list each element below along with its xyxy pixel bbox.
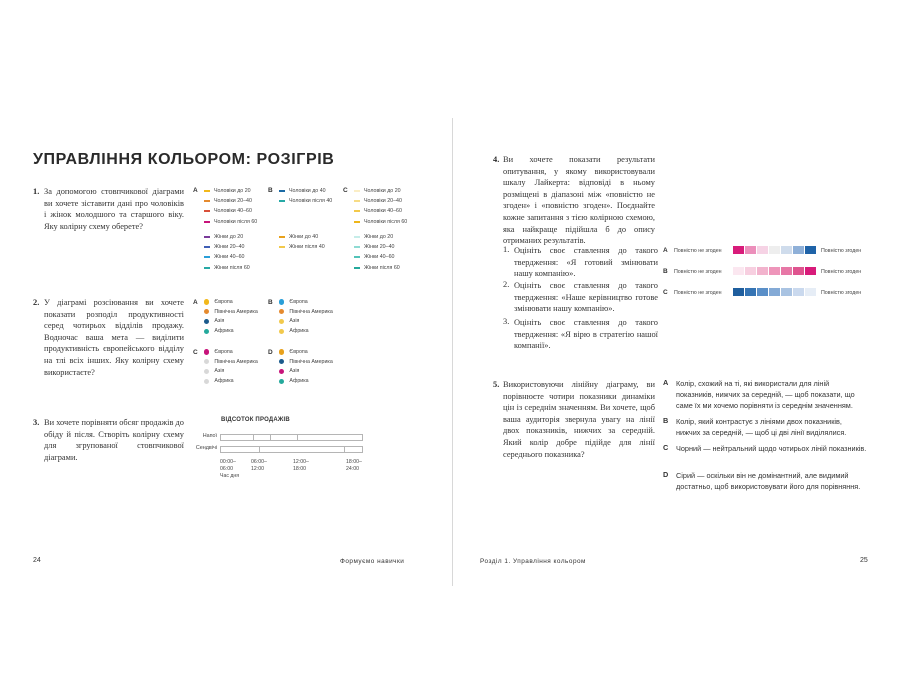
legend-item <box>354 252 400 262</box>
legend-swatch <box>204 246 210 248</box>
legend-label: Чоловіки 40–60 <box>364 208 402 215</box>
legend-item <box>279 196 332 206</box>
legend-item <box>354 242 400 252</box>
answer-text: Сірий — оскільки він не домінантний, але видимий достатньо, щоб використовувати його для порівняння. <box>676 471 861 491</box>
scale-cell <box>805 267 816 275</box>
legend-swatch <box>204 236 210 238</box>
legend-item <box>204 196 257 206</box>
legend-group-women <box>354 232 400 273</box>
legend-swatch <box>279 200 285 202</box>
scale-letter: B <box>663 268 668 275</box>
legend-swatch <box>354 190 360 192</box>
legend-label: Жінки 20–40 <box>214 244 245 251</box>
sales-percent-chart <box>193 430 373 485</box>
statement-number: 3. <box>503 317 510 326</box>
tick-line-2: 18:00 <box>293 465 306 472</box>
legend-label: Жінки до 40 <box>289 234 319 241</box>
scale-letter: C <box>663 289 668 296</box>
page-number-left: 24 <box>33 557 41 564</box>
legend-item <box>204 297 258 307</box>
legend-label: Африка <box>214 378 234 385</box>
page-number-right: 25 <box>860 557 868 564</box>
scale-right-label: Повністю згоден <box>821 247 862 254</box>
legend-label: Чоловіки після 60 <box>364 218 408 225</box>
scale-cell <box>757 288 768 296</box>
legend-label: Чоловіки до 20 <box>214 188 251 195</box>
legend-item <box>279 307 333 317</box>
legend-swatch <box>354 246 360 248</box>
answer-text: Колір, який контрастує з лініями двох показників, нижчих за середній, — щоб ці дві лінії виділялися. <box>676 417 847 437</box>
scale-cell <box>793 246 804 254</box>
legend-dot <box>279 329 284 334</box>
legend-group <box>204 347 258 386</box>
legend-label: Північна Америка <box>289 308 333 315</box>
footer-right: Розділ 1. Управління кольором <box>480 558 586 565</box>
scale-cell <box>793 288 804 296</box>
legend-item <box>279 376 333 386</box>
legend-item <box>204 367 258 377</box>
legend-label: Жінки 40–60 <box>364 254 395 261</box>
legend-group-men <box>204 186 257 227</box>
legend-label: Чоловіки після 40 <box>289 198 333 205</box>
x-tick-label <box>251 459 267 472</box>
legend-dot <box>204 329 209 334</box>
scale-cell <box>745 288 756 296</box>
legend-label: Європа <box>289 298 308 305</box>
legend-dot <box>204 319 209 324</box>
legend-swatch <box>354 210 360 212</box>
likert-scales <box>663 246 893 306</box>
legend-group <box>204 297 258 336</box>
legend-item <box>354 196 407 206</box>
legend-item <box>204 263 250 273</box>
legend-label: Африка <box>289 328 309 335</box>
question-1-options <box>193 186 433 276</box>
legend-item <box>204 232 250 242</box>
legend-swatch <box>204 267 210 269</box>
legend-swatch <box>204 221 210 223</box>
legend-label: Чоловіки 20–40 <box>364 198 402 205</box>
scale-cell <box>757 267 768 275</box>
legend-item <box>354 263 400 273</box>
x-tick-label <box>220 459 236 472</box>
scale-cell <box>805 246 816 254</box>
legend-dot <box>279 319 284 324</box>
legend-label: Чоловіки до 40 <box>289 188 326 195</box>
color-scale <box>733 288 817 296</box>
legend-item <box>279 232 325 242</box>
question-5-text: Використовуючи лінійну діаграму, ви порівнюєте чотири показники динаміки цін із середнім значенням. Ви хочете, щоб ваша аудиторія звернула увагу на лінії двох показників, нижчих за середній. Який колір добре підійде для лінії середнього показника? <box>503 380 655 459</box>
legend-swatch <box>204 210 210 212</box>
color-scale <box>733 246 817 254</box>
legend-swatch <box>279 236 285 238</box>
tick-line-2: 24:00 <box>346 465 359 472</box>
legend-item <box>279 242 325 252</box>
scale-cell <box>781 246 792 254</box>
legend-label: Чоловіки 20–40 <box>214 198 252 205</box>
legend-item <box>354 206 407 216</box>
legend-label: Північна Америка <box>214 358 258 365</box>
legend-label: Європа <box>214 298 233 305</box>
scale-cell <box>769 246 780 254</box>
scale-cell <box>745 267 756 275</box>
scale-cell <box>757 246 768 254</box>
bar-row <box>220 446 363 453</box>
statement-text: Оцініть своє ставлення до такого твердження: «Наше керівництво готове змінювати нашу компанію». <box>514 281 658 314</box>
statement-number: 2. <box>503 280 510 289</box>
option-letter: B <box>268 299 273 306</box>
legend-label: Азія <box>289 368 300 375</box>
bar-divider <box>344 446 345 453</box>
question-4-number: 4. <box>493 155 500 164</box>
legend-item <box>279 317 333 327</box>
legend-item <box>279 326 333 336</box>
legend-dot <box>204 299 209 304</box>
legend-group-men <box>354 186 407 227</box>
legend-group-men <box>279 186 332 206</box>
legend-group-women <box>279 232 325 252</box>
legend-swatch <box>354 221 360 223</box>
legend-swatch <box>354 236 360 238</box>
answer-letter: B <box>663 416 669 425</box>
legend-group-women <box>204 232 250 273</box>
legend-item <box>354 232 400 242</box>
legend-label: Чоловіки 40–60 <box>214 208 252 215</box>
legend-dot <box>279 309 284 314</box>
legend-item <box>204 357 258 367</box>
tick-line-1: 18:00– <box>346 459 362 465</box>
legend-label: Європа <box>214 348 233 355</box>
legend-label: Жінки до 20 <box>364 234 394 241</box>
legend-item <box>204 307 258 317</box>
legend-label: Африка <box>289 378 309 385</box>
page-gutter <box>452 118 453 586</box>
answer-text: Чорний — нейтральний щодо чотирьох ліній показників. <box>676 444 867 453</box>
legend-item <box>204 217 257 227</box>
tick-line-1: 00:00– <box>220 459 236 465</box>
legend-group <box>279 297 333 336</box>
bar-divider <box>259 446 260 453</box>
question-4-text: Ви хочете показати результати опитування, у якому використовували шкалу Лайкерта: відповіді в ньому розміщені в діапазоні між «повністю не згоден» і «повністю згоден». Поєднайте кожне запитання з тією колірною схемою, яка найкраще підійшла б до опису отриманих результатів. <box>503 155 655 246</box>
scale-letter: A <box>663 247 668 254</box>
legend-swatch <box>204 200 210 202</box>
legend-item <box>354 217 407 227</box>
legend-item <box>279 367 333 377</box>
legend-item <box>204 376 258 386</box>
legend-label: Чоловіки після 60 <box>214 218 258 225</box>
question-2-number: 2. <box>33 298 40 307</box>
legend-label: Азія <box>289 318 300 325</box>
question-1-text: За допомогою стовпчикової діаграми ви хочете зіставити дані про чоловіків і жінок молодшого та старшого віку. Яку колірну схему оберете? <box>44 187 184 231</box>
scale-cell <box>781 288 792 296</box>
scale-cell <box>733 288 744 296</box>
legend-label: Європа <box>289 348 308 355</box>
legend-label: Африка <box>214 328 234 335</box>
legend-dot <box>279 369 284 374</box>
legend-label: Жінки після 60 <box>214 264 250 271</box>
option-letter: D <box>268 349 273 356</box>
legend-dot <box>279 299 284 304</box>
tick-line-2: 12:00 <box>251 465 264 472</box>
x-axis-label: Час дня <box>220 473 240 479</box>
answer-letter: A <box>663 378 669 387</box>
legend-dot <box>204 309 209 314</box>
legend-label: Азія <box>214 318 225 325</box>
question-3-number: 3. <box>33 418 40 427</box>
chapter-title: УПРАВЛІННЯ КОЛЬОРОМ: РОЗІГРІВ <box>33 151 335 168</box>
legend-swatch <box>204 190 210 192</box>
legend-label: Жінки 20–40 <box>364 244 395 251</box>
scale-cell <box>793 267 804 275</box>
legend-item <box>354 186 407 196</box>
legend-label: Північна Америка <box>214 308 258 315</box>
scale-right-label: Повністю згоден <box>821 268 862 275</box>
legend-item <box>279 347 333 357</box>
question-3-text: Ви хочете порівняти обсяг продажів до обіду й після. Створіть колірну схему для згрупованої стовпчикової діаграми. <box>44 418 184 462</box>
question-2-text: У діаграмі розсіювання ви хочете показати розподіл продуктивності серед чотирьох відділів продажу. Водночас ваша мета — виділити продуктивність європейського відділу на тлі всіх інших. Яку колірну схему використаєте? <box>44 298 184 377</box>
legend-label: Жінки після 60 <box>364 264 400 271</box>
scale-cell <box>769 267 780 275</box>
legend-label: Північна Америка <box>289 358 333 365</box>
tick-line-1: 12:00– <box>293 459 309 465</box>
legend-swatch <box>279 190 285 192</box>
legend-item <box>204 186 257 196</box>
legend-dot <box>204 359 209 364</box>
bar-row <box>220 434 363 441</box>
option-letter: C <box>193 349 198 356</box>
legend-swatch <box>354 267 360 269</box>
legend-item <box>279 297 333 307</box>
legend-swatch <box>354 200 360 202</box>
scale-cell <box>745 246 756 254</box>
legend-item <box>204 326 258 336</box>
legend-label: Чоловіки до 20 <box>364 188 401 195</box>
legend-group <box>279 347 333 386</box>
legend-swatch <box>279 246 285 248</box>
option-letter: A <box>193 299 198 306</box>
chart-title: ВІДСОТОК ПРОДАЖІВ <box>221 417 290 423</box>
bar-divider <box>253 434 254 441</box>
statement-text: Оцініть своє ставлення до такого твердження: «Я готовий змінювати нашу компанію». <box>514 246 658 279</box>
scale-cell <box>733 246 744 254</box>
statement-number: 1. <box>503 245 510 254</box>
bar-divider <box>270 434 271 441</box>
legend-item <box>279 357 333 367</box>
legend-label: Азія <box>214 368 225 375</box>
footer-left: Формуємо навички <box>340 558 405 565</box>
legend-item <box>204 347 258 357</box>
scale-left-label: Повністю не згоден <box>674 247 722 254</box>
scale-cell <box>769 288 780 296</box>
color-scale <box>733 267 817 275</box>
legend-dot <box>279 379 284 384</box>
legend-item <box>204 242 250 252</box>
x-tick-label <box>293 459 309 472</box>
answer-letter: C <box>663 443 669 452</box>
tick-line-1: 06:00– <box>251 459 267 465</box>
legend-dot <box>279 349 284 354</box>
bar-divider <box>297 434 298 441</box>
legend-swatch <box>354 256 360 258</box>
category-label: Напої <box>202 433 217 439</box>
legend-item <box>279 186 332 196</box>
scale-cell <box>733 267 744 275</box>
legend-dot <box>279 359 284 364</box>
legend-dot <box>204 349 209 354</box>
question-2-options <box>193 297 353 389</box>
option-letter: A <box>193 187 198 194</box>
legend-item <box>204 252 250 262</box>
legend-swatch <box>204 256 210 258</box>
legend-label: Жінки після 40 <box>289 244 325 251</box>
scale-left-label: Повністю не згоден <box>674 289 722 296</box>
scale-cell <box>781 267 792 275</box>
legend-dot <box>204 379 209 384</box>
scale-cell <box>805 288 816 296</box>
scale-left-label: Повністю не згоден <box>674 268 722 275</box>
question-1-number: 1. <box>33 187 40 196</box>
answer-letter: D <box>663 470 669 479</box>
legend-label: Жінки до 20 <box>214 234 244 241</box>
question-5-number: 5. <box>493 380 500 389</box>
option-letter: B <box>268 187 273 194</box>
statement-text: Оцініть своє ставлення до такого твердження: «Я вірю в стратегію нашої компанії». <box>514 318 658 351</box>
legend-item <box>204 317 258 327</box>
option-letter: C <box>343 187 348 194</box>
x-tick-label <box>346 459 362 472</box>
scale-right-label: Повністю згоден <box>821 289 862 296</box>
legend-item <box>204 206 257 216</box>
legend-dot <box>204 369 209 374</box>
legend-label: Жінки 40–60 <box>214 254 245 261</box>
category-label: Сендвічі <box>195 445 217 451</box>
tick-line-2: 06:00 <box>220 465 233 472</box>
answer-text: Колір, схожий на ті, які використали для ліній показників, нижчих за середній, — щоб показати, що саме їх ми хочемо порівняти із середнім значенням. <box>676 379 855 410</box>
